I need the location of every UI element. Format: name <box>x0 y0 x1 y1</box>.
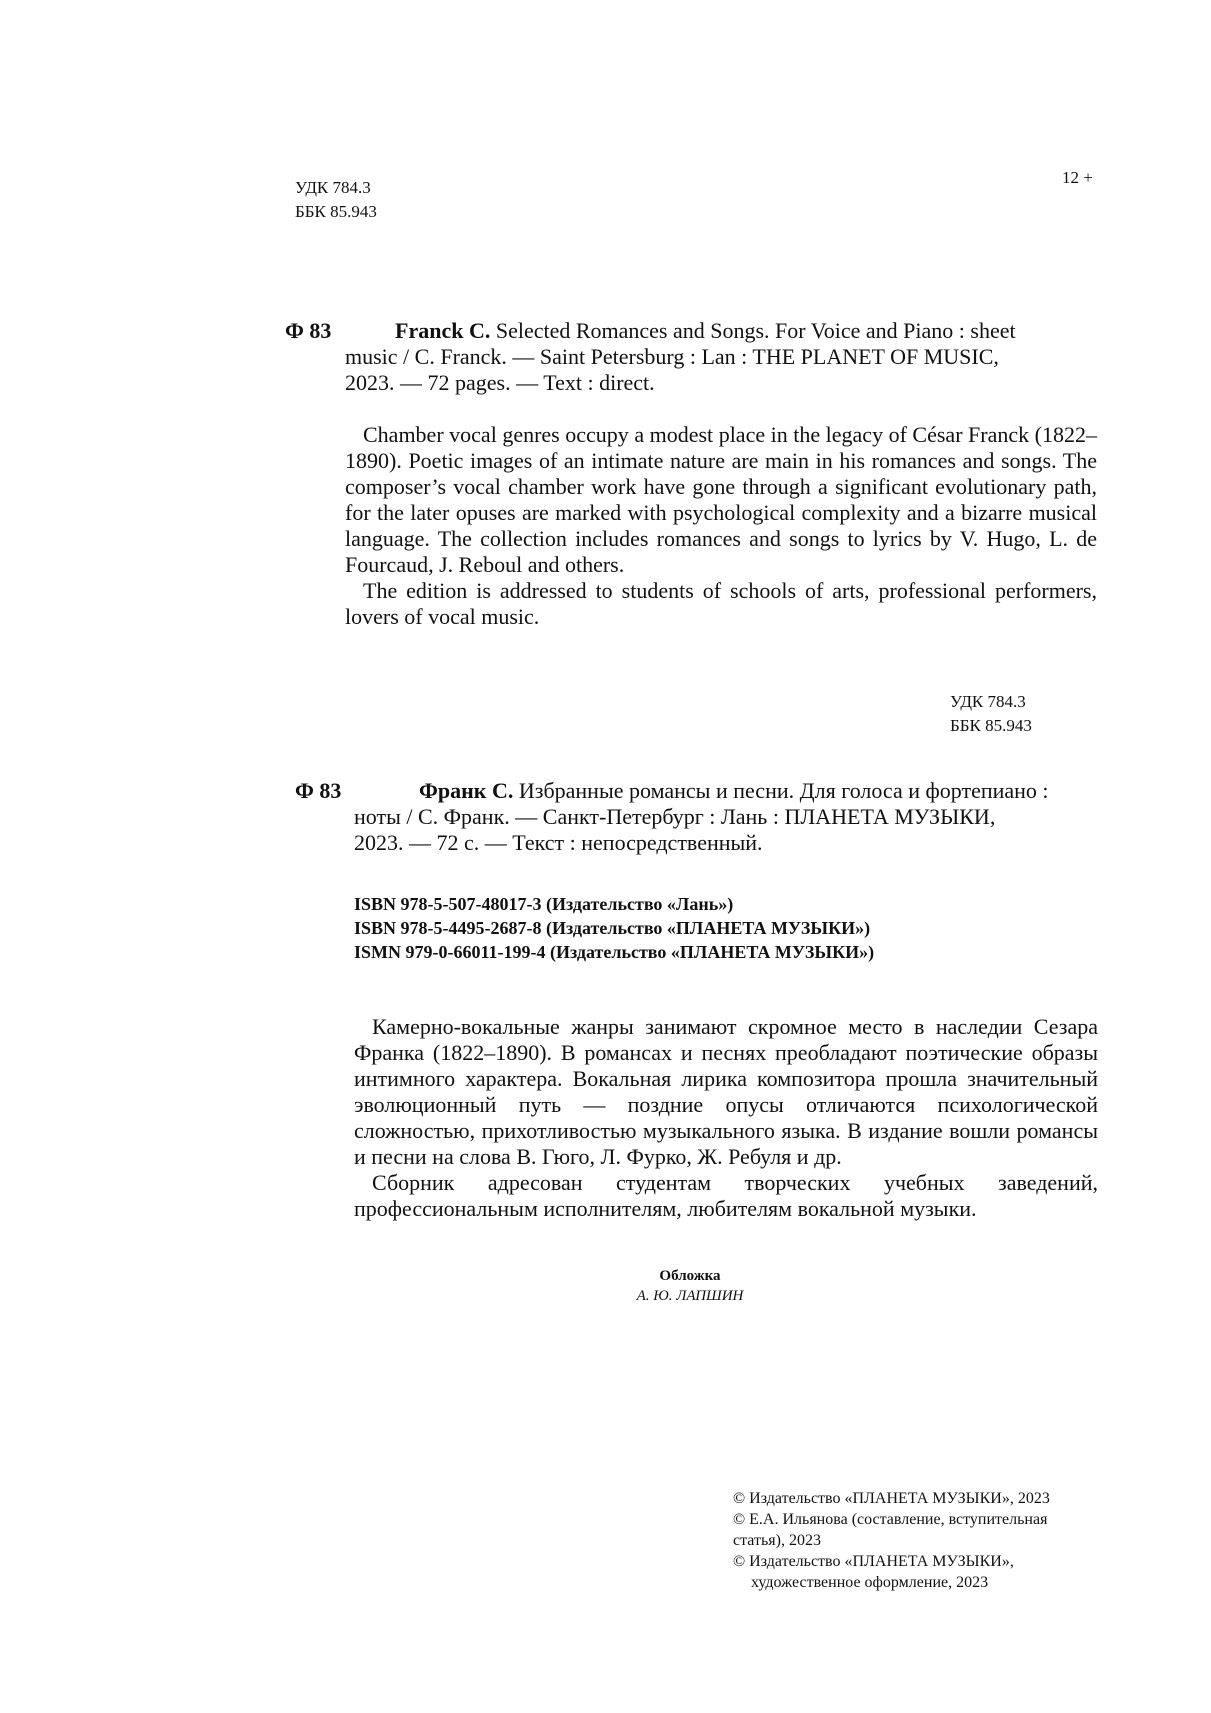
copyright-line2: © Е.А. Ильянова (составление, вступительная <box>733 1511 1048 1528</box>
russian-entry-author: Франк С. <box>419 778 514 803</box>
english-abstract-p1: Chamber vocal genres occupy a modest place in the legacy of César Franck (1822–1890). Poetic images of an intimate nature are main in his romances and songs. The composer’s vocal chamber work have gone through a significant evolutionary path, for the later opuses are marked with psychological complexity and a bizarre musical language. The collection includes romances and songs to lyrics by V. Hugo, L. de Fourcaud, J. Reboul and others. <box>345 422 1097 577</box>
russian-entry <box>354 778 1098 856</box>
cover-credit-name: А. Ю. ЛАПШИН <box>636 1288 744 1304</box>
copyright-line3: статья), 2023 <box>733 1532 821 1549</box>
english-entry-author: Franck C. <box>395 318 491 343</box>
isbn-block <box>354 892 874 964</box>
russian-entry-line2: ноты / С. Франк. — Санкт-Петербург : Лань : ПЛАНЕТА МУЗЫКИ, <box>354 804 996 829</box>
ismn-planeta: ISMN 979-0-66011-199-4 (Издательство «ПЛАНЕТА МУЗЫКИ») <box>354 942 875 962</box>
english-entry <box>345 318 1097 396</box>
russian-entry-line1 <box>354 778 1098 804</box>
isbn-lan: ISBN 978-5-507-48017-3 (Издательство «Лань») <box>354 894 734 914</box>
english-entry-line2: music / C. Franck. — Saint Petersburg : Lan : THE PLANET OF MUSIC, <box>345 344 999 369</box>
top-udk-code: УДК 784.3 <box>295 178 371 197</box>
russian-entry-code: Ф 83 <box>295 778 342 803</box>
isbn-planeta: ISBN 978-5-4495-2687-8 (Издательство «ПЛАНЕТА МУЗЫКИ») <box>354 918 871 938</box>
copyright-line4: © Издательство «ПЛАНЕТА МУЗЫКИ», <box>733 1553 1014 1570</box>
russian-abstract-p2: Сборник адресован студентам творческих учебных заведений, профессиональным исполнителям, любителям вокальной музыки. <box>354 1170 1098 1221</box>
russian-entry-line3: 2023. — 72 с. — Текст : непосредственный. <box>354 830 763 855</box>
copyright-line5: художественное оформление, 2023 <box>751 1574 989 1591</box>
english-abstract <box>345 422 1097 630</box>
english-entry-line3: 2023. — 72 pages. — Text : direct. <box>345 370 655 395</box>
english-abstract-p2: The edition is addressed to students of schools of arts, professional performers, lovers of vocal music. <box>345 578 1097 629</box>
copyright-block <box>733 1488 1093 1593</box>
copyright-line1: © Издательство «ПЛАНЕТА МУЗЫКИ», 2023 <box>733 1490 1050 1507</box>
english-entry-desc1: Selected Romances and Songs. For Voice and Piano : sheet <box>495 318 1016 343</box>
english-entry-code: Ф 83 <box>285 318 332 343</box>
mid-udk-bbk <box>950 690 1032 738</box>
russian-entry-desc1: Избранные романсы и песни. Для голоса и фортепиано : <box>518 778 1049 803</box>
mid-bbk-code: ББК 85.943 <box>950 716 1032 735</box>
top-udk-bbk <box>295 176 377 224</box>
russian-abstract <box>354 1014 1098 1222</box>
english-entry-line1 <box>345 318 1097 344</box>
top-bbk-code: ББК 85.943 <box>295 202 377 221</box>
cover-credit-title: Обложка <box>659 1268 721 1284</box>
mid-udk-code: УДК 784.3 <box>950 692 1026 711</box>
age-rating: 12 + <box>1062 168 1093 187</box>
russian-abstract-p1: Камерно-вокальные жанры занимают скромное место в наследии Сезара Франка (1822–1890). В романсах и песнях преобладают поэтические образы интимного характера. Вокальная лирика композитора прошла значительный эволюционный путь — поздние опусы отличаются психологической сложностью, прихотливостью музыкального языка. В издание вошли романсы и песни на слова В. Гюго, Л. Фурко, Ж. Ребуля и др. <box>354 1014 1098 1169</box>
cover-credit <box>560 1266 820 1306</box>
